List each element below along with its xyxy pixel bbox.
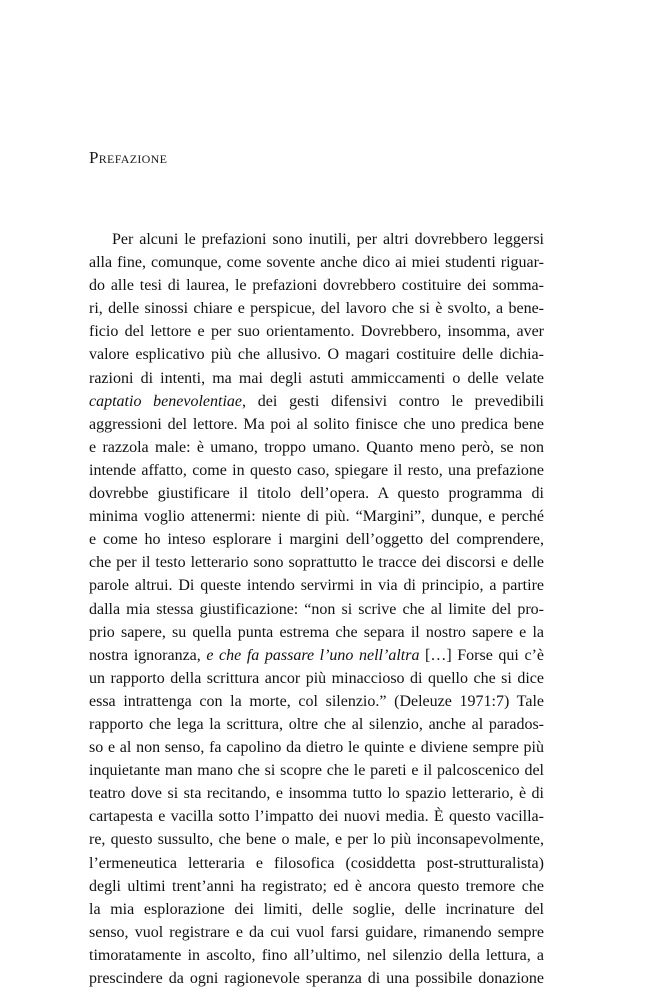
text-line (89, 482, 544, 505)
text-line (89, 551, 544, 574)
text-line (89, 852, 544, 875)
italic-text: captatio benevolentiae (89, 392, 243, 410)
text-line (89, 297, 544, 320)
text-segment: inquietante man mano che si scopre che le pareti e il palcoscenico del (89, 762, 544, 780)
text-segment: aggressioni del lettore. Ma poi al solito finisce che uno predica bene (89, 415, 544, 433)
text-segment: e come ho inteso esplorare i margini dell’oggetto del comprendere, (89, 531, 544, 549)
text-segment: rapporto che lega la scrittura, oltre che al silenzio, anche al parados- (89, 715, 544, 733)
text-line (89, 343, 544, 366)
text-segment: ri, delle sinossi chiare e perspicue, del lavoro che si è svolto, a bene- (89, 300, 544, 318)
text-segment: che per il testo letterario sono soprattutto le tracce dei discorsi e delle (89, 554, 544, 572)
text-segment: alla fine, comunque, come sovente anche dico ai miei studenti riguar- (89, 254, 544, 272)
text-line (89, 528, 544, 551)
text-line (89, 667, 544, 690)
text-segment: Per alcuni le prefazioni sono inutili, per altri dovrebbero leggersi (112, 231, 544, 248)
text-segment: prescindere da ogni ragionevole speranza di una possibile donazione (89, 970, 544, 987)
text-line (89, 621, 544, 644)
text-segment: , dei gesti difensivi contro le prevedibili (242, 392, 544, 410)
italic-text: e che fa passare l’uno nell’altra (206, 646, 420, 664)
text-segment: dovrebbe giustificare il titolo dell’opera. A questo programma di (89, 485, 544, 503)
text-segment: do alle tesi di laurea, le prefazioni dovrebbero costituire dei somma- (89, 277, 544, 295)
text-segment: ficio del lettore e per suo orientamento. Dovrebbero, insomma, aver (89, 323, 544, 341)
text-segment: dalla mia stessa giustificazione: “non si scrive che al limite del pro- (89, 600, 544, 618)
text-segment: valore esplicativo più che allusivo. O magari costituire delle dichia- (89, 346, 544, 364)
preface-paragraph (89, 228, 544, 990)
text-line (89, 713, 544, 736)
text-line (89, 320, 544, 343)
text-line (89, 805, 544, 828)
text-line (89, 736, 544, 759)
text-line (89, 644, 544, 667)
text-line (89, 598, 544, 621)
text-segment: l’ermeneutica letteraria e filosofica (cosiddetta post-strutturalista) (89, 854, 544, 872)
text-line (89, 459, 544, 482)
text-segment: so e al non senso, fa capolino da dietro le quinte e diviene sempre più (89, 739, 544, 757)
text-segment: minima voglio attenermi: niente di più. “Margini”, dunque, e perché (89, 508, 544, 526)
text-line (89, 574, 544, 597)
text-segment: razioni di intenti, ma mai degli astuti ammiccamenti o delle velate (89, 369, 544, 387)
text-line (89, 967, 544, 990)
text-segment: e razzola male: è umano, troppo umano. Quanto meno però, se non (89, 438, 544, 456)
text-segment: timoratamente in ascolto, fino all’ultimo, nel silenzio della lettura, a (89, 946, 544, 964)
text-segment: teatro dove si sta recitando, e insomma tutto lo spazio letterario, è di (89, 785, 544, 803)
text-segment: parole altrui. Di queste intendo servirmi in via di principio, a partire (89, 577, 544, 595)
text-line (89, 875, 544, 898)
text-segment: un rapporto della scrittura ancor più minaccioso di quello che si dice (89, 669, 544, 687)
text-line (89, 390, 544, 413)
text-segment: senso, vuol registrare e da cui vuol farsi guidare, rimanendo sempre (89, 923, 544, 941)
text-line (89, 413, 544, 436)
text-segment: re, questo sussulto, che bene o male, e per lo più inconsapevolmente, (89, 831, 544, 849)
text-segment: degli ultimi trent’anni ha registrato; ed è ancora questo tremore che (89, 877, 544, 895)
text-line (89, 759, 544, 782)
text-line (89, 505, 544, 528)
text-segment: prio sapere, su quella punta estrema che separa il nostro sapere e la (89, 623, 544, 641)
text-segment: cartapesta e vacilla sotto l’impatto dei nuovi media. È questo vacilla- (89, 808, 544, 826)
text-line (89, 228, 544, 251)
text-line (89, 436, 544, 459)
text-line (89, 274, 544, 297)
text-segment: nostra ignoranza, (89, 646, 207, 664)
text-line (89, 690, 544, 713)
text-line (89, 898, 544, 921)
text-segment: essa intrattenga con la morte, col silenzio.” (Deleuze 1971:7) Tale (89, 692, 544, 710)
text-segment: la mia esplorazione dei limiti, delle soglie, delle incrinature del (89, 900, 544, 918)
text-segment: intende affatto, come in questo caso, spiegare il resto, una prefazione (89, 461, 544, 479)
chapter-heading: Prefazione (89, 148, 168, 167)
text-line (89, 782, 544, 805)
text-line (89, 921, 544, 944)
text-line (89, 828, 544, 851)
text-line (89, 367, 544, 390)
text-segment: […] Forse qui c’è (419, 646, 544, 664)
text-line (89, 251, 544, 274)
text-line (89, 944, 544, 967)
